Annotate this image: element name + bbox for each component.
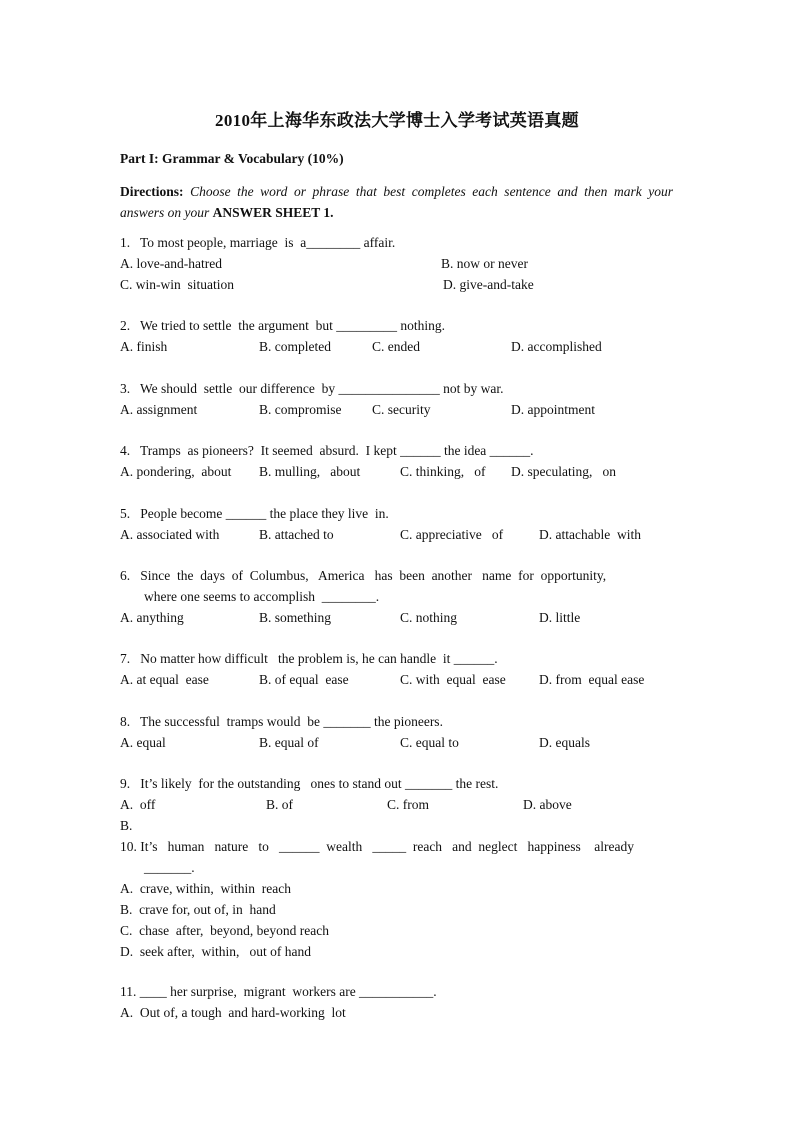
options-row: [120, 274, 680, 295]
question-stem: 8. The successful tramps would be _______ the pioneers.: [120, 714, 443, 729]
option-a: A. equal: [120, 735, 166, 750]
option-a: A. associated with: [120, 527, 220, 542]
option-c: C. equal to: [400, 735, 459, 750]
question-stem-line-1: 6. Since the days of Columbus, America has been another name for opportunity,: [120, 568, 607, 583]
part-heading: Part I: Grammar & Vocabulary (10%): [120, 151, 344, 166]
question-stem: 7. No matter how difficult the problem is, he can handle it ______.: [120, 651, 498, 666]
question-stem: 1. To most people, marriage is a________ affair.: [120, 235, 396, 250]
option-d: D. speculating, on: [511, 464, 616, 479]
question-stem-line-2: _______.: [144, 860, 195, 875]
option-d: D. give-and-take: [443, 277, 534, 292]
option-b: B. mulling, about: [259, 464, 361, 479]
question-1: [120, 232, 680, 295]
option-b: B. compromise: [259, 402, 342, 417]
option-b: B. of: [266, 797, 293, 812]
question-stem: 2. We tried to settle the argument but _________ nothing.: [120, 318, 445, 333]
option-d: D. seek after, within, out of hand: [120, 944, 312, 959]
option-b: B. of equal ease: [259, 672, 349, 687]
question-7: [120, 648, 680, 690]
option-c: C. ended: [372, 339, 420, 354]
question-stem: 5. People become ______ the place they live in.: [120, 506, 389, 521]
options-row: [120, 336, 680, 357]
option-d: D. appointment: [511, 402, 595, 417]
directions-label: Directions:: [120, 184, 184, 199]
option-c: C. win-win situation: [120, 277, 234, 292]
question-10: [120, 836, 680, 962]
question-11: [120, 981, 680, 1023]
option-c: C. security: [372, 402, 431, 417]
option-c: C. appreciative of: [400, 527, 504, 542]
option-c: C. with equal ease: [400, 672, 506, 687]
option-d: D. little: [539, 610, 581, 625]
option-d: D. equals: [539, 735, 590, 750]
option-a: A. love-and-hatred: [120, 256, 222, 271]
stray-label: B.: [120, 818, 133, 833]
options-row: [120, 253, 680, 274]
option-a: A. anything: [120, 610, 184, 625]
option-a: A. at equal ease: [120, 672, 209, 687]
question-3: [120, 378, 680, 420]
option-b: B. crave for, out of, in hand: [120, 902, 276, 917]
options-row: [120, 732, 680, 753]
options-row: [120, 524, 680, 545]
question-2: [120, 315, 680, 357]
option-a: A. off: [120, 797, 156, 812]
answer-sheet-label: ANSWER SHEET 1.: [212, 205, 334, 220]
option-a: A. pondering, about: [120, 464, 232, 479]
option-d: D. accomplished: [511, 339, 602, 354]
question-5: [120, 503, 680, 545]
option-a: A. finish: [120, 339, 168, 354]
option-d: D. above: [523, 797, 572, 812]
question-stem-line-2: where one seems to accomplish ________.: [144, 589, 380, 604]
option-b: B. attached to: [259, 527, 334, 542]
option-d: D. from equal ease: [539, 672, 645, 687]
option-c: C. chase after, beyond, beyond reach: [120, 923, 329, 938]
question-6: [120, 565, 680, 628]
directions: [120, 181, 673, 223]
option-a: A. Out of, a tough and hard-working lot: [120, 1005, 346, 1020]
option-d: D. attachable with: [539, 527, 641, 542]
option-b: B. something: [259, 610, 332, 625]
option-c: C. thinking, of: [400, 464, 486, 479]
question-9: [120, 773, 680, 836]
options-row: [120, 607, 680, 628]
question-4: [120, 440, 680, 482]
option-b: B. equal of: [259, 735, 319, 750]
page-title: 2010年上海华东政法大学博士入学考试英语真题: [215, 111, 579, 130]
question-stem: 11. ____ her surprise, migrant workers are ___________.: [120, 984, 437, 999]
question-stem-line-1: 10. It’s human nature to ______ wealth _____ reach and neglect happiness already: [120, 839, 634, 854]
option-b: B. completed: [259, 339, 331, 354]
options-row: [120, 794, 680, 815]
options-row: [120, 461, 680, 482]
options-row: [120, 399, 680, 420]
question-8: [120, 711, 680, 753]
option-a: A. crave, within, within reach: [120, 881, 291, 896]
option-c: C. nothing: [400, 610, 458, 625]
option-a: A. assignment: [120, 402, 198, 417]
option-b: B. now or never: [441, 256, 528, 271]
options-row: [120, 669, 680, 690]
directions-text: Choose the word or phrase that best completes each sentence and then mark your answers on your: [120, 184, 674, 220]
question-stem: 3. We should settle our difference by _______________ not by war.: [120, 381, 504, 396]
question-stem: 9. It’s likely for the outstanding ones to stand out _______ the rest.: [120, 776, 499, 791]
question-stem: 4. Tramps as pioneers? It seemed absurd. I kept ______ the idea ______.: [120, 443, 534, 458]
option-c: C. from: [387, 797, 429, 812]
